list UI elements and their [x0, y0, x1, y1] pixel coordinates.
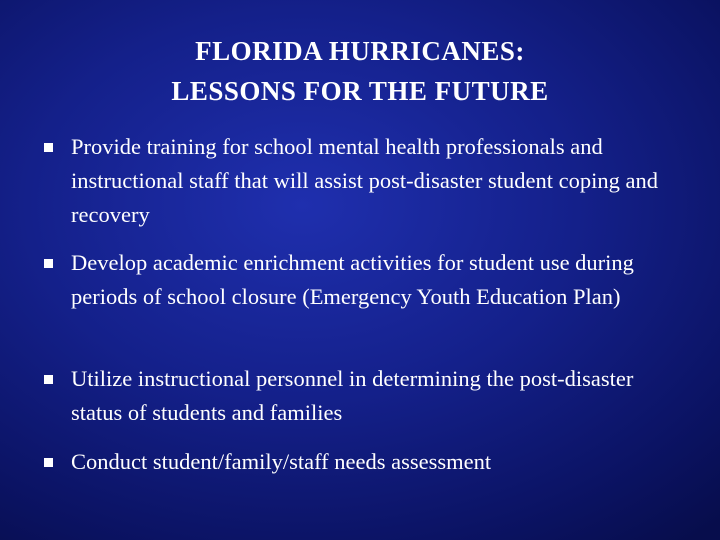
bullet-item: [44, 130, 684, 232]
slide-title: [0, 31, 720, 111]
bullet-item: [44, 246, 684, 314]
square-bullet-icon: [44, 143, 53, 152]
slide-title-line-2: LESSONS FOR THE FUTURE: [171, 76, 549, 107]
square-bullet-icon: [44, 375, 53, 384]
bullet-item: [44, 445, 684, 479]
square-bullet-icon: [44, 259, 53, 268]
slide-title-line-1: FLORIDA HURRICANES:: [195, 36, 525, 67]
bullet-text: Develop academic enrichment activities for student use during periods of school closure (Emergency Youth Education Plan): [71, 250, 634, 309]
bullet-text: Conduct student/family/staff needs assessment: [71, 449, 492, 474]
square-bullet-icon: [44, 458, 53, 467]
bullet-item: [44, 362, 684, 430]
bullet-text: Utilize instructional personnel in determining the post-disaster status of students and families: [71, 366, 634, 425]
bullet-text: Provide training for school mental health professionals and instructional staff that will assist post-disaster student coping and recovery: [71, 134, 658, 227]
